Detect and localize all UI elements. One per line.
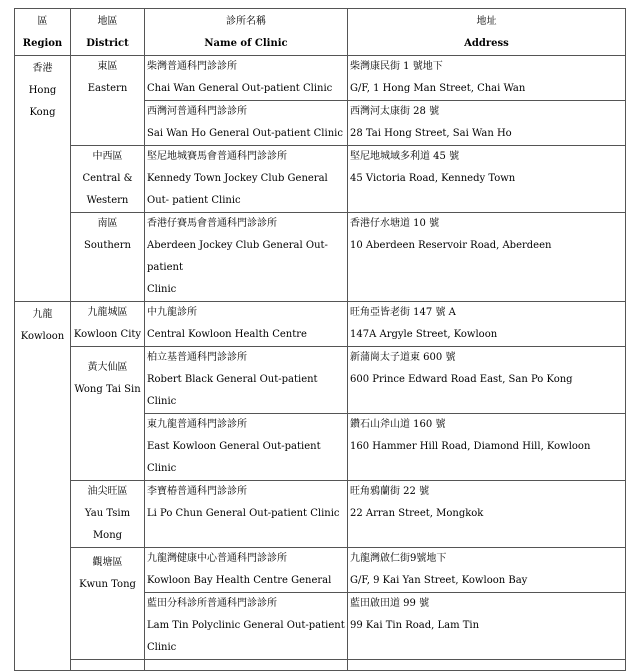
clinic-name-cell: 藍田分科診所普通科門診診所 Lam Tin Polyclinic General Out-patient Clinic bbox=[145, 593, 348, 660]
district-cell-southern: 南區 Southern bbox=[71, 213, 145, 302]
region-header bbox=[15, 9, 71, 56]
address-cell: 旺角鴉蘭街 22 號 22 Arran Street, Mongkok bbox=[348, 481, 626, 548]
clinic-header bbox=[145, 9, 348, 56]
region-cell-kowloon: 九龍 Kowloon bbox=[15, 302, 71, 671]
clinic-name-cell: 東九龍普通科門診診所 East Kowloon General Out-patient Clinic bbox=[145, 414, 348, 481]
table-row bbox=[15, 302, 626, 347]
table-header-row bbox=[15, 9, 626, 56]
address-header-zh: 地址 bbox=[476, 16, 497, 27]
clinic-name-cell: 香港仔賽馬會普通科門診診所 Aberdeen Jockey Club General Out-patient Clinic bbox=[145, 213, 348, 302]
address-cell: 旺角亞皆老街 147 號 A 147A Argyle Street, Kowloon bbox=[348, 302, 626, 347]
region-cell-hong-kong: 香港 Hong Kong bbox=[15, 56, 71, 302]
district-cell-eastern: 東區 Eastern bbox=[71, 56, 145, 146]
district-header-en: District bbox=[86, 38, 129, 49]
table-row bbox=[15, 481, 626, 548]
clinic-name-cell: 九龍灣健康中心普通科門診診所 Kowloon Bay Health Centre General bbox=[145, 548, 348, 593]
clinic-name-cell: 柏立基普通科門診診所 Robert Black General Out-patient Clinic bbox=[145, 347, 348, 414]
empty-cell bbox=[71, 660, 145, 671]
region-header-en: Region bbox=[22, 38, 63, 49]
address-cell: 九龍灣啟仁街9號地下 G/F, 9 Kai Yan Street, Kowloon Bay bbox=[348, 548, 626, 593]
district-header-zh: 地區 bbox=[97, 16, 118, 27]
address-cell: 堅尼地城域多利道 45 號 45 Victoria Road, Kennedy Town bbox=[348, 146, 626, 213]
district-header bbox=[71, 9, 145, 56]
district-cell-wong-tai-sin: 黃大仙區 Wong Tai Sin bbox=[71, 347, 145, 481]
district-cell-central-western: 中西區 Central & Western bbox=[71, 146, 145, 213]
empty-cell bbox=[348, 660, 626, 671]
clinic-table bbox=[14, 8, 626, 671]
address-header-en: Address bbox=[464, 38, 509, 49]
address-cell: 西灣河太康街 28 號 28 Tai Hong Street, Sai Wan Ho bbox=[348, 101, 626, 146]
table-row bbox=[15, 213, 626, 302]
table-row bbox=[15, 56, 626, 101]
region-header-zh: 區 bbox=[37, 16, 48, 27]
address-cell: 柴灣康民街 1 號地下 G/F, 1 Hong Man Street, Chai Wan bbox=[348, 56, 626, 101]
address-cell: 藍田啟田道 99 號 99 Kai Tin Road, Lam Tin bbox=[348, 593, 626, 660]
district-cell-kowloon-city: 九龍城區 Kowloon City bbox=[71, 302, 145, 347]
clinic-name-cell: 西灣河普通科門診診所 Sai Wan Ho General Out-patient Clinic bbox=[145, 101, 348, 146]
address-header bbox=[348, 9, 626, 56]
table-row bbox=[15, 347, 626, 414]
address-cell: 鑽石山斧山道 160 號 160 Hammer Hill Road, Diamond Hill, Kowloon bbox=[348, 414, 626, 481]
table-row bbox=[15, 548, 626, 593]
clinic-name-cell: 李寶椿普通科門診診所 Li Po Chun General Out-patient Clinic bbox=[145, 481, 348, 548]
clinic-name-cell: 柴灣普通科門診診所 Chai Wan General Out-patient Clinic bbox=[145, 56, 348, 101]
table-row bbox=[15, 660, 626, 671]
clinic-name-cell: 堅尼地城賽馬會普通科門診診所 Kennedy Town Jockey Club General Out- patient Clinic bbox=[145, 146, 348, 213]
address-cell: 新蒲崗太子道東 600 號 600 Prince Edward Road East, San Po Kong bbox=[348, 347, 626, 414]
address-cell: 香港仔水塘道 10 號 10 Aberdeen Reservoir Road, Aberdeen bbox=[348, 213, 626, 302]
table-row bbox=[15, 146, 626, 213]
empty-cell bbox=[145, 660, 348, 671]
clinic-header-zh: 診所名稱 bbox=[226, 16, 266, 27]
clinic-header-en: Name of Clinic bbox=[204, 38, 288, 49]
district-cell-kwun-tong: 觀塘區 Kwun Tong bbox=[71, 548, 145, 660]
clinic-name-cell: 中九龍診所 Central Kowloon Health Centre bbox=[145, 302, 348, 347]
district-cell-yau-tsim-mong: 油尖旺區 Yau Tsim Mong bbox=[71, 481, 145, 548]
